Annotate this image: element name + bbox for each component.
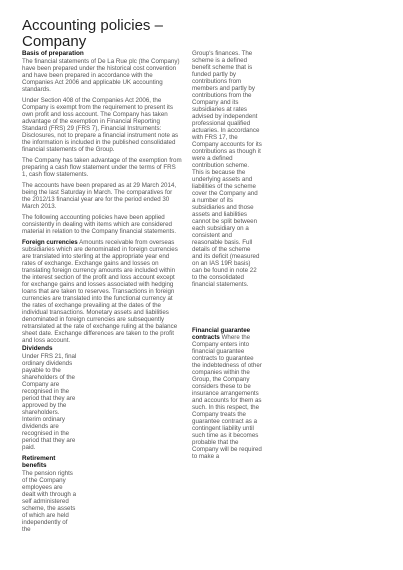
guarantee-text: Where the Company enters into financial guarantee contracts to guarantee the indebtedness of other companies within the Group, the Company considers these to be insurance arrangements and accounts for them as such. In this respect, the Company treats the guarantee contract as a contingent liability until such time as it becomes probable that the Company will be required to make a <box>192 334 262 460</box>
page-title-line-1: Accounting policies – <box>22 17 163 34</box>
page-title <box>22 18 172 50</box>
column-left-lower <box>22 345 77 537</box>
column-left-upper <box>22 50 182 348</box>
retirement-continued-text: Group's finances. The scheme is a defined benefit scheme that is funded partly by contributions from members and partly by contributions from the Company and its subsidiaries at rates advised by independent professional qualified actuaries. In accordance with FRS 17, the Company accounts for its contributions as though it were a defined contribution scheme. This is because the underlying assets and liabilities of the scheme cover the Company and a number of its subsidiaries and those assets and liabilities cannot be split between each subsidiary on a consistent and reasonable basis. Full details of the scheme and its deficit (measured on an IAS 19R basis) can be found in note 22 to the consolidated financial statements. <box>192 50 262 288</box>
basis-paragraph-1: The financial statements of De La Rue plc (the Company) have been prepared under the historical cost convention and have been prepared in accordance with the Companies Act 2006 and applicable UK accounting standards. <box>22 58 180 93</box>
page-title-line-2: Company <box>22 33 87 50</box>
basis-paragraph-2: Under Section 408 of the Companies Act 2006, the Company is exempt from the requirement to present its own profit and loss account. The Company has taken advantage of the exemption in Financial Reporting Standard (FRS) 29 (FRS 7), Financial Instruments: Disclosures, not to prepare a financial instrument note as the information is included in the published consolidated financial statements of the Group. <box>22 97 179 153</box>
retirement-text: The pension rights of the Company employees are dealt with through a self administered scheme, the assets of which are held independently of the <box>22 470 77 533</box>
column-right-upper <box>192 50 262 292</box>
basis-paragraph-4: The accounts have been prepared as at 29 March 2014, being the last Saturday in March. The comparatives for the 2012/13 financial year are for the period ended 30 March 2013. <box>22 182 177 210</box>
foreign-currencies-paragraph <box>22 239 182 344</box>
basis-paragraph-5: The following accounting policies have been applied consistently in dealing with items which are considered material in relation to the Company financial statements. <box>22 214 177 235</box>
foreign-currencies-heading: Foreign currencies <box>22 239 78 246</box>
guarantee-heading: Financial guarantee contracts <box>192 327 251 341</box>
basis-paragraph-3: The Company has taken advantage of the exemption from preparing a cash flow statement under the terms of FRS 1, cash flow statements. <box>22 157 182 178</box>
retirement-heading: Retirement benefits <box>22 455 56 469</box>
guarantee-paragraph <box>192 327 262 460</box>
column-right-lower <box>192 327 262 464</box>
dividends-heading: Dividends <box>22 345 53 352</box>
dividends-text: Under FRS 21, final ordinary dividends payable to the shareholders of the Company are recognised in the period that they are approved by the shareholders. Interim ordinary dividends are recognised in the period that they are paid. <box>22 353 77 451</box>
foreign-currencies-text: Amounts receivable from overseas subsidiaries which are denominated in foreign currencies are translated into sterling at the appropriate year end rates of exchange. Exchange gains and losses on translating foreign currency amounts are included within the interest section of the profit and loss account except for exchange gains and losses associated with hedging loans that are taken to reserves. Transactions in foreign currencies are translated into the functional currency at the rates of exchange prevailing at the dates of the individual transactions. Monetary assets and liabilities denominated in foreign currencies are subsequently retranslated at the rate of exchange ruling at the balance sheet date. Exchange differences are taken to the profit and loss account. <box>22 239 178 344</box>
basis-heading: Basis of preparation <box>22 50 84 57</box>
